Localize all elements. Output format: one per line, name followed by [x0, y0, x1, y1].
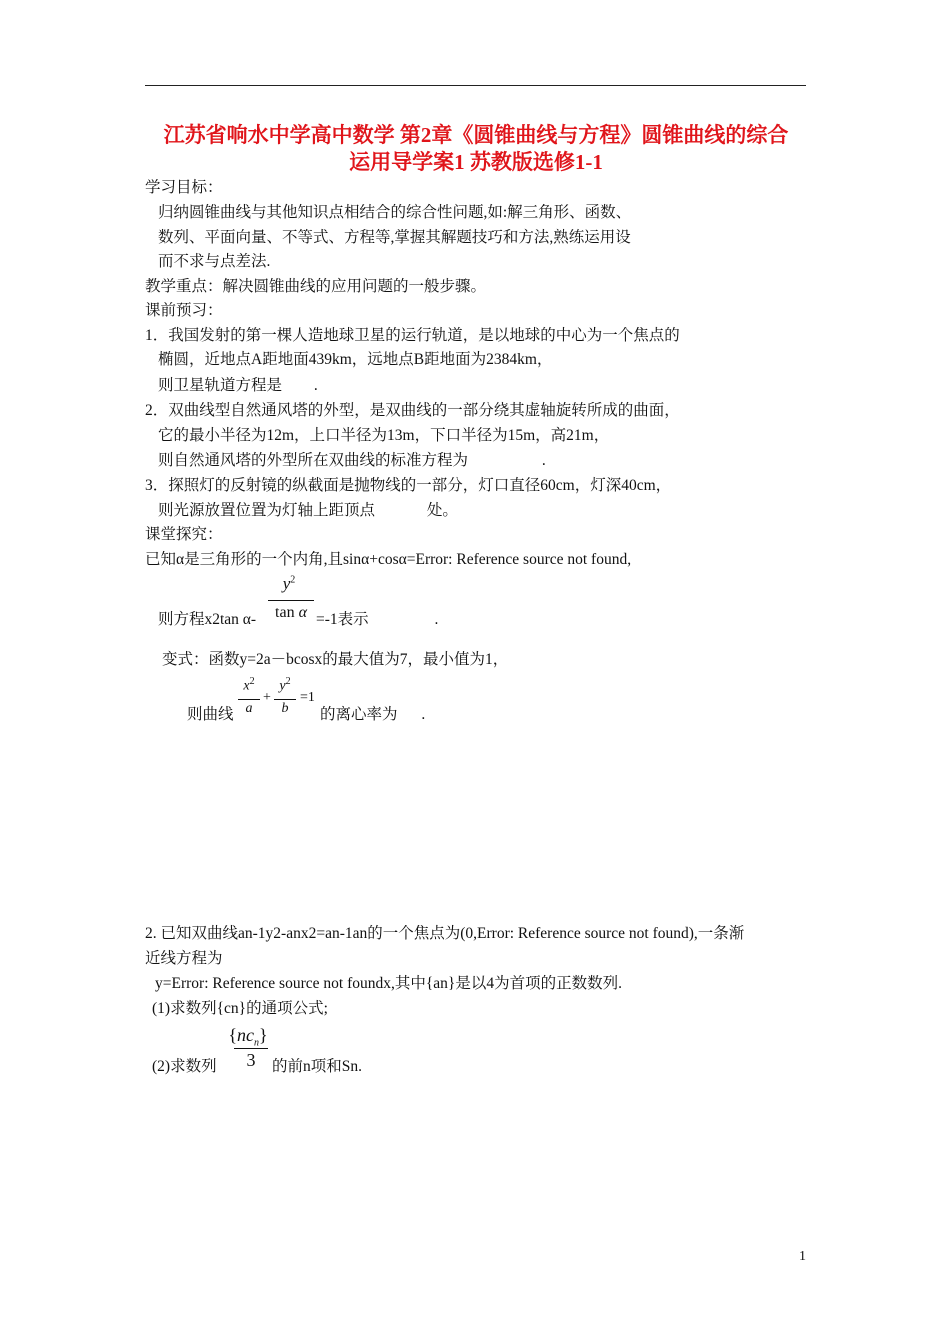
- teaching-focus: 教学重点：解决圆锥曲线的应用问题的一般步骤。: [145, 278, 487, 295]
- explore-example-1-prefix: 则方程x2tan α-: [158, 611, 257, 628]
- variant-fraction-1-bar: [238, 699, 260, 700]
- problem-2-fraction-bar: [234, 1048, 268, 1049]
- problem-2-part-2-prefix: (2)求数列: [152, 1058, 217, 1075]
- variant-plus-sign: +: [263, 690, 271, 705]
- preview-q3-line-1: 3．探照灯的反射镜的纵截面是抛物线的一部分，灯口直径60cm，灯深40cm，: [145, 477, 672, 494]
- variant-fraction-2-denominator: b: [281, 701, 289, 716]
- variant-equals-one: =1: [300, 690, 315, 705]
- page-number: 1: [799, 1249, 806, 1264]
- example-1-fraction-bar: [268, 600, 314, 601]
- example-1-fraction-denominator: tan α: [275, 604, 307, 621]
- problem-2-fraction-denominator: 3: [246, 1050, 256, 1070]
- header-rule: [145, 85, 806, 86]
- example-1-fraction-numerator: $y^2$: [282, 574, 296, 593]
- variant-prefix: 则曲线: [187, 706, 234, 723]
- preview-q2-line-3: 则自然通风塔的外型所在双曲线的标准方程为 .: [158, 452, 546, 469]
- problem-2-part-1: (1)求数列{cn}的通项公式;: [152, 1000, 328, 1017]
- preview-q1-line-2: 椭圆，近地点A距地面439km，远地点B距地面为2384km，: [158, 351, 553, 368]
- document-title-line-1: 江苏省响水中学高中数学 第2章《圆锥曲线与方程》圆锥曲线的综合: [163, 123, 789, 147]
- problem-2-line-3: y=Error: Reference source not foundx,其中{an}是以4为首项的正数数列.: [155, 975, 622, 992]
- variant-fraction-2-numerator: $y^2$: [279, 676, 291, 694]
- preview-q1-line-3: 则卫星轨道方程是 .: [158, 377, 318, 394]
- objectives-line-1: 归纳圆锥曲线与其他知识点相结合的综合性问题,如:解三角形、函数、: [158, 204, 632, 221]
- preview-q2-line-1: 2．双曲线型自然通风塔的外型，是双曲线的一部分绕其虚轴旋转所成的曲面，: [145, 402, 680, 419]
- preview-heading: 课前预习：: [145, 302, 223, 319]
- preview-q1-line-1: 1．我国发射的第一棵人造地球卫星的运行轨道，是以地球的中心为一个焦点的: [145, 327, 680, 344]
- explore-heading: 课堂探究：: [145, 526, 223, 543]
- preview-q3-line-2: 则光源放置位置为灯轴上距顶点 处。: [158, 502, 458, 519]
- problem-2-line-1: 2. 已知双曲线an-1y2-anx2=an-1an的一个焦点为(0,Error: Reference source not found),一条渐: [145, 925, 745, 942]
- variant-suffix: 的离心率为 .: [320, 706, 426, 723]
- variant-fraction-2-bar: [274, 699, 296, 700]
- explore-example-1-suffix: =-1表示 .: [316, 611, 439, 628]
- problem-2-part-2-suffix: 的前n项和Sn.: [272, 1058, 362, 1075]
- variant-fraction-1-numerator: $x^2$: [243, 676, 255, 694]
- problem-2-line-2: 近线方程为: [145, 950, 223, 967]
- preview-q2-line-2: 它的最小半径为12m，上口半径为13m，下口半径为15m，高21m，: [158, 427, 610, 444]
- variant-line: 变式：函数y=2a－bcosx的最大值为7，最小值为1，: [162, 651, 509, 668]
- objectives-line-3: 而不求与点差法.: [158, 253, 271, 270]
- variant-fraction-1-denominator: a: [245, 701, 253, 716]
- problem-2-fraction-numerator: $\{nc_n\}$: [228, 1025, 268, 1049]
- document-title-line-2: 运用导学案1 苏教版选修1-1: [349, 150, 603, 174]
- objectives-line-2: 数列、平面向量、不等式、方程等,掌握其解题技巧和方法,熟练运用设: [158, 229, 631, 246]
- explore-example-1-line-1: 已知α是三角形的一个内角,且sinα+cosα=Error: Reference source not found,: [145, 551, 632, 568]
- objectives-heading: 学习目标：: [145, 179, 223, 196]
